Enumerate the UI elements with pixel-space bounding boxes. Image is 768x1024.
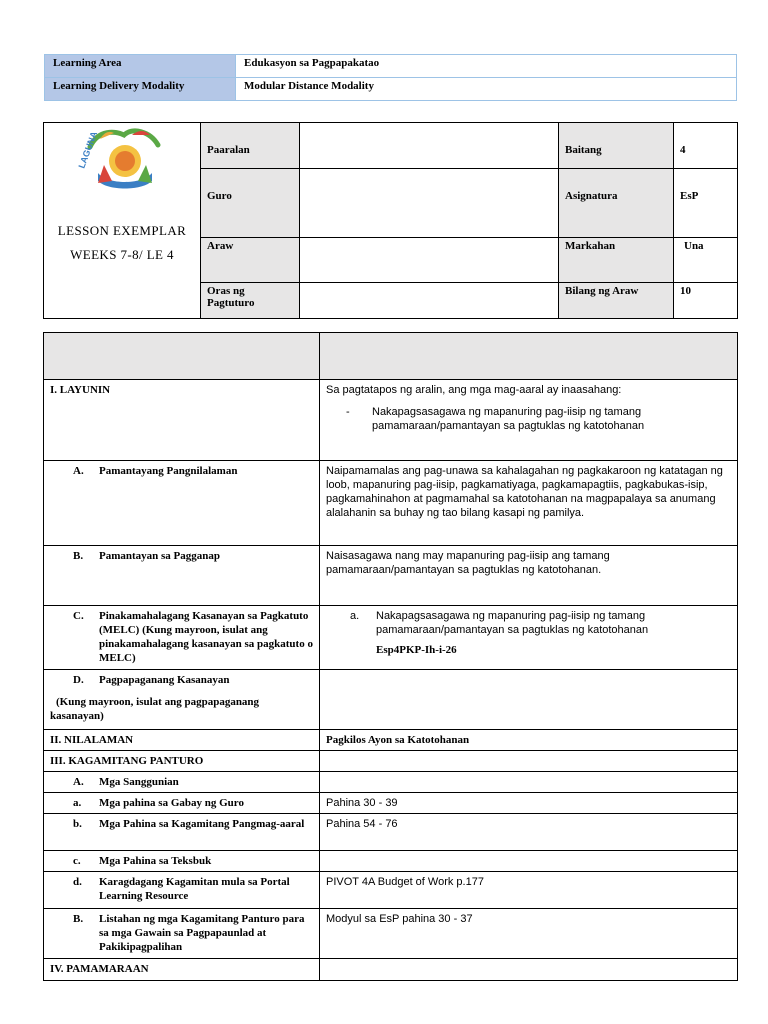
layunin-bullet-text: Nakapagsasagawa ng mapanuring pag-iisip ng tamang pamamaraan/pamantayan sa pagtuklas ng katotohanan (372, 406, 645, 432)
info-row-area (45, 55, 737, 78)
table-row (44, 606, 738, 670)
logo-text: LAGUNA (76, 130, 100, 170)
item-number: b. (73, 818, 82, 830)
pamantayan-sa-pagganap-label (44, 546, 320, 606)
lesson-header-table (43, 122, 738, 319)
laguna-logo (68, 125, 176, 205)
table-row (44, 872, 738, 909)
kagamitan-value (320, 751, 738, 772)
guro-value (300, 169, 559, 238)
table-row (44, 380, 738, 461)
melc-cell (320, 606, 738, 670)
table-row (44, 772, 738, 793)
layunin-text: Sa pagtatapos ng aralin, ang mga mag-aaral ay inaasahang: (326, 384, 622, 396)
item-label: Listahan ng mga Kagamitang Panturo para sa mga Gawain sa Pagpapaunlad at Pakikipagpalihan (99, 913, 305, 953)
guro-label: Guro (201, 169, 300, 238)
teksbuk-value (320, 851, 738, 872)
item-number: c. (73, 855, 81, 867)
pagpapaganang-label (44, 670, 320, 730)
item-number: B. (73, 913, 84, 925)
asignatura-label: Asignatura (559, 169, 674, 238)
item-label: Mga Pahina sa Teksbuk (99, 855, 212, 867)
item-number: B. (73, 550, 84, 562)
baitang-value: 4 (674, 123, 738, 169)
item-label: Pamantayan sa Pagganap (99, 550, 221, 562)
logo-cell (44, 123, 201, 319)
pamantayan-sa-pagganap-text: Naisasagawa nang may mapanuring pag-iisip ang tamang pamamaraan/pamantayan sa pagtuklas ng katotohanan. (320, 546, 738, 606)
markahan-value: Una (674, 238, 738, 283)
bilang-label: Bilang ng Araw (559, 283, 674, 319)
pamantayang-pangnilalaman-label (44, 461, 320, 546)
pamantayang-pangnilalaman-text: Naipamamalas ang pag-unawa sa kahalagahan ng pagkakaroon ng katatagan ng loob, mapanuring pag-iisip, pagkamatiyaga, pagkamapagtiis, pagkabukas-isip, pagkamahinahon at pagmamahal sa katotohanan na magpapalaya sa anumang alalahanin sa buhay ng tao bilang kasapi ng pamilya. (320, 461, 738, 546)
item-label: Mga pahina sa Gabay ng Guro (99, 797, 244, 809)
oras-label: Oras ng Pagtuturo (201, 283, 300, 319)
bilang-value: 10 (674, 283, 738, 319)
item-number: d. (73, 876, 82, 888)
head-left-cell (44, 333, 320, 380)
lesson-body-table (43, 332, 738, 981)
table-row (44, 461, 738, 546)
gabay-guro-value: Pahina 30 - 39 (320, 793, 738, 814)
baitang-label: Baitang (559, 123, 674, 169)
modality-label: Learning Delivery Modality (45, 78, 236, 101)
mag-aaral-label (44, 814, 320, 851)
melc-text: Nakapagsasagawa ng mapanuring pag-iisip ng tamang pamamaraan/pamantayan sa pagtuklas ng katotohanan (376, 610, 649, 636)
table-row (44, 959, 738, 981)
pamamaraan-label: IV. PAMAMARAAN (44, 959, 320, 981)
item-number: C. (73, 610, 84, 622)
melc-label (44, 606, 320, 670)
table-row (44, 546, 738, 606)
modality-value: Modular Distance Modality (236, 78, 737, 101)
item-number: A. (73, 465, 84, 477)
item-number: a. (73, 797, 82, 809)
item-label: Mga Sanggunian (99, 776, 179, 788)
learning-area-label: Learning Area (45, 55, 236, 78)
paaralan-label: Paaralan (201, 123, 300, 169)
melc-marker: a. (350, 610, 360, 622)
table-row (44, 814, 738, 851)
pamamaraan-value (320, 959, 738, 981)
asignatura-value: EsP (674, 169, 738, 238)
listahan-label (44, 909, 320, 959)
layunin-bullet (326, 405, 731, 433)
table-row (44, 793, 738, 814)
mag-aaral-value: Pahina 54 - 76 (320, 814, 738, 851)
markahan-label: Markahan (559, 238, 674, 283)
layunin-cell (320, 380, 738, 461)
item-number: D. (73, 674, 84, 686)
portal-value: PIVOT 4A Budget of Work p.177 (320, 872, 738, 909)
oras-value (300, 283, 559, 319)
item-label: Pinakamahalagang Kasanayan sa Pagkatuto (MELC) (Kung mayroon, isulat ang pinakamahalagang kasanayan sa pagkatuto o MELC) (99, 610, 313, 664)
layunin-bullet-marker: - (346, 406, 350, 418)
nilalaman-label: II. NILALAMAN (44, 730, 320, 751)
sanggunian-label (44, 772, 320, 793)
araw-value (300, 238, 559, 283)
table-row (44, 851, 738, 872)
table-row (44, 730, 738, 751)
exemplar-weeks: WEEKS 7-8/ LE 4 (70, 247, 174, 262)
table-row (44, 670, 738, 730)
portal-label (44, 872, 320, 909)
table-row (44, 751, 738, 772)
item-number: A. (73, 776, 84, 788)
pagpapaganang-sub: (Kung mayroon, isulat ang pagpapaganang kasanayan) (50, 696, 260, 722)
learning-area-value: Edukasyon sa Pagpapakatao (236, 55, 737, 78)
item-label: Karagdagang Kagamitan mula sa Portal Learning Resource (99, 876, 290, 902)
gabay-guro-label (44, 793, 320, 814)
exemplar-title: LESSON EXEMPLAR (57, 223, 187, 238)
item-label: Pagpapaganang Kasanayan (99, 674, 230, 686)
table-head-row (44, 333, 738, 380)
araw-label: Araw (201, 238, 300, 283)
info-row-modality (45, 78, 737, 101)
layunin-label: I. LAYUNIN (44, 380, 320, 461)
info-table (44, 54, 737, 101)
item-label: Pamantayang Pangnilalaman (99, 465, 238, 477)
item-label: Mga Pahina sa Kagamitang Pangmag-aaral (99, 818, 305, 830)
table-row (44, 909, 738, 959)
paaralan-value (300, 123, 559, 169)
listahan-value: Modyul sa EsP pahina 30 - 37 (320, 909, 738, 959)
pagpapaganang-value (320, 670, 738, 730)
head-right-cell (320, 333, 738, 380)
nilalaman-value: Pagkilos Ayon sa Katotohanan (320, 730, 738, 751)
sanggunian-value (320, 772, 738, 793)
kagamitan-label: III. KAGAMITANG PANTURO (44, 751, 320, 772)
teksbuk-label (44, 851, 320, 872)
melc-code: Esp4PKP-Ih-i-26 (376, 644, 457, 656)
